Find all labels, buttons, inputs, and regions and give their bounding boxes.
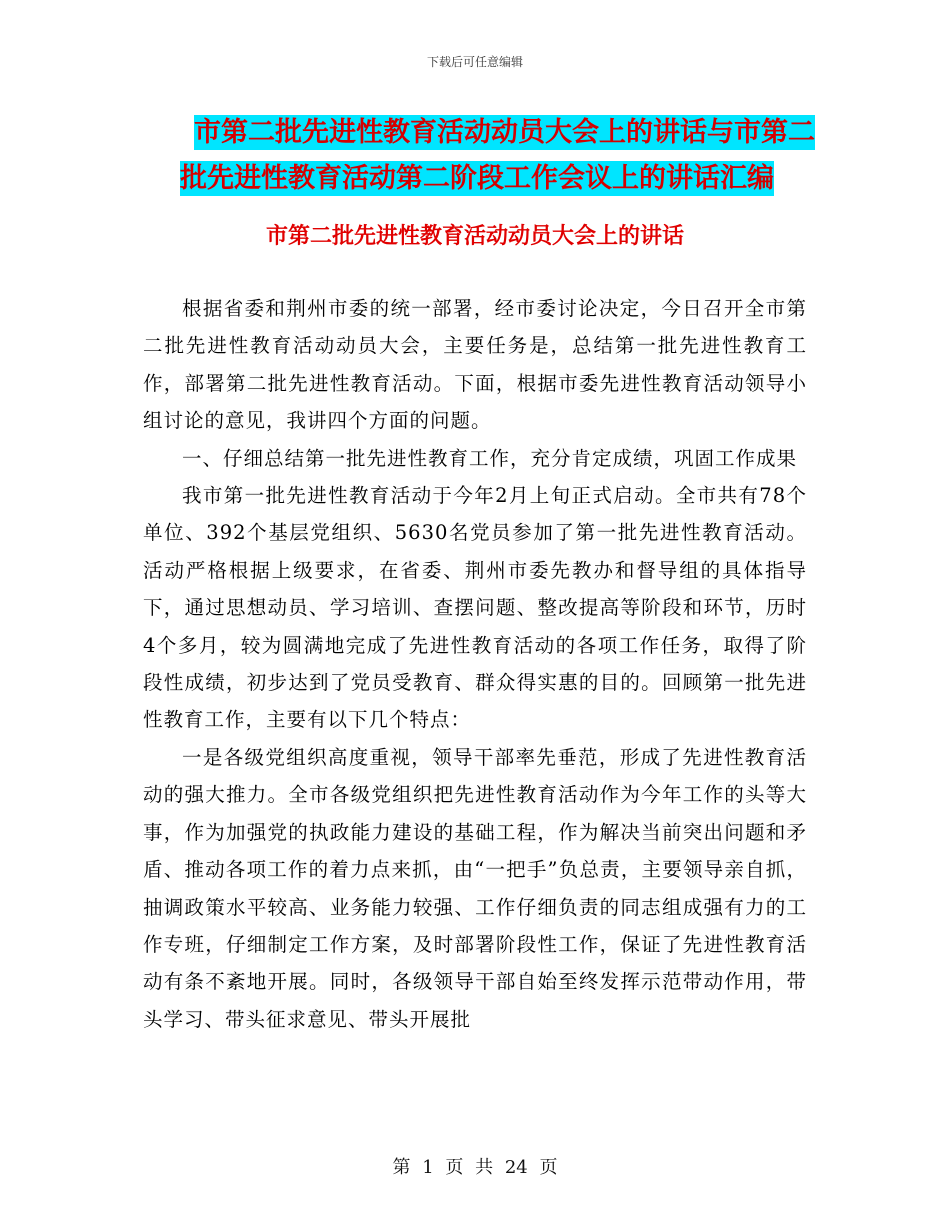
paragraph-first-batch: 我市第一批先进性教育活动于今年2月上旬正式启动。全市共有78个单位、392个基层党组织、5630名党员参加了第一批先进性教育活动。活动严格根据上级要求，在省委、荆州市委先教办和督导组的具体指导下，通过思想动员、学习培训、查摆问题、整改提高等阶段和环节，历时4个多月，较为圆满地完成了先进性教育活动的各项工作任务，取得了阶段性成绩，初步达到了党员受教育、群众得实惠的目的。回顾第一批先进性教育工作，主要有以下几个特点：	[143, 484, 807, 732]
paragraph-heading-1: 一、仔细总结第一批先进性教育工作，充分肯定成绩，巩固工作成果	[182, 446, 798, 470]
document-title-line-1: 市第二批先进性教育活动动员大会上的讲话与市第二	[194, 117, 815, 148]
header-note: 下载后可任意编辑	[426, 55, 523, 69]
page-number: 第 1 页 共 24 页	[392, 1157, 558, 1178]
paragraph-feature-1: 一是各级党组织高度重视，领导干部率先垂范，形成了先进性教育活动的强大推力。全市各级党组织把先进性教育活动作为今年工作的头等大事，作为加强党的执政能力建设的基础工程，作为解决当前突出问题和矛盾、推动各项工作的着力点来抓，由“一把手”负总责，主要领导亲自抓，抽调政策水平较高、业务能力较强、工作仔细负责的同志组成强有力的工作专班，仔细制定工作方案，及时部署阶段性工作，保证了先进性教育活动有条不紊地开展。同时，各级领导干部自始至终发挥示范带动作用，带头学习、带头征求意见、带头开展批	[143, 745, 807, 1031]
document-title-line-2: 批先进性教育活动第二阶段工作会议上的讲话汇编	[180, 163, 774, 194]
section-title: 市第二批先进性教育活动动员大会上的讲话	[265, 224, 684, 249]
body-text	[143, 290, 807, 1038]
paragraph-intro: 根据省委和荆州市委的统一部署，经市委讨论决定，今日召开全市第二批先进性教育活动动员大会，主要任务是，总结第一批先进性教育工作，部署第二批先进性教育活动。下面，根据市委先进性教育活动领导小组讨论的意见，我讲四个方面的问题。	[143, 297, 807, 433]
document-title	[180, 110, 820, 202]
